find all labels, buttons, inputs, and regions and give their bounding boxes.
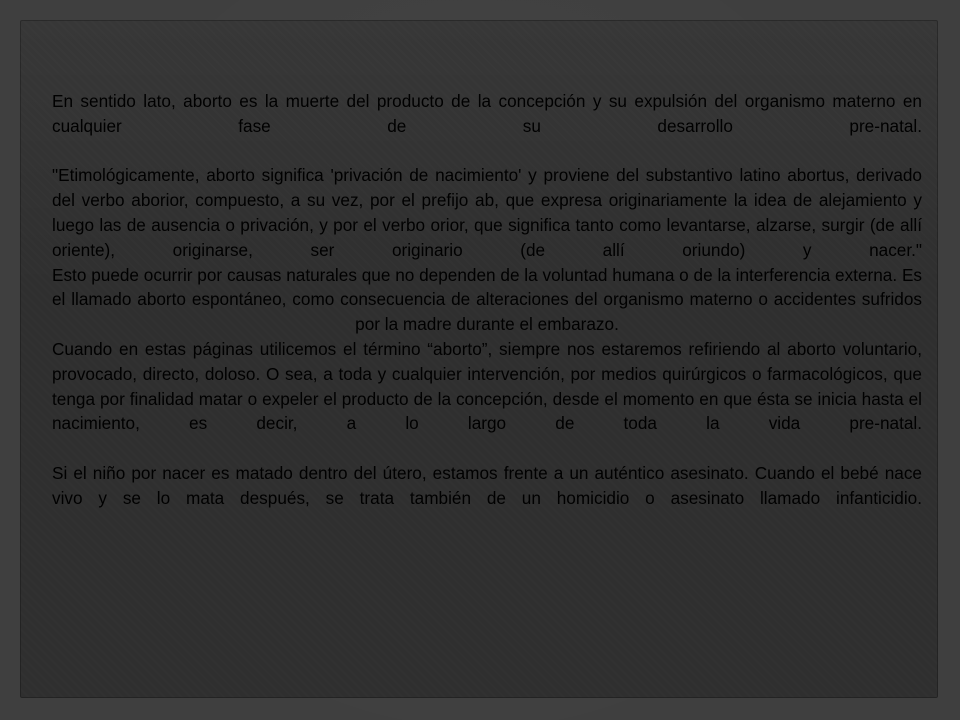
slide-text-body [52,89,922,511]
paragraph-etymology: "Etimológicamente, aborto significa 'privación de nacimiento' y proviene del substantivo latino abortus, derivado del verbo aborior, compuesto, a su vez, por el prefijo ab, que expresa originariamente la idea de alejamiento y luego las de ausencia o privación, y por el verbo orior, que significa tanto como levantarse, alzarse, surgir (de allí oriente), originarse, ser originario (de allí oriundo) y nacer." [52,165,922,260]
blank-line [52,436,922,461]
paragraph-spontaneous: Esto puede ocurrir por causas naturales que no dependen de la voluntad humana o de la interferencia externa. Es el llamado aborto espontáneo, como consecuencia de alteraciones del organismo materno o accidentes sufridos por la madre durante el embarazo. [52,264,922,335]
paragraph-voluntary: Cuando en estas páginas utilicemos el término “aborto”, siempre nos estaremos refiriendo al aborto voluntario, provocado, directo, doloso. O sea, a toda y cualquier intervención, por medios quirúrgicos o farmacológicos, que tenga por finalidad matar o expeler el producto de la concepción, desde el momento en que ésta se inicia hasta el nacimiento, es decir, a lo largo de toda la vida pre-natal. [52,338,922,434]
blank-line [52,139,922,164]
paragraph-infanticide: Si el niño por nacer es matado dentro del útero, estamos frente a un auténtico asesinato. Cuando el bebé nace vivo y se lo mata después, se trata también de un homicidio o asesinato llamado infanticidio. [52,462,922,508]
paragraph-definition: En sentido lato, aborto es la muerte del producto de la concepción y su expulsión del organismo materno en cualquier fase de su desarrollo pre-natal. [52,91,922,136]
